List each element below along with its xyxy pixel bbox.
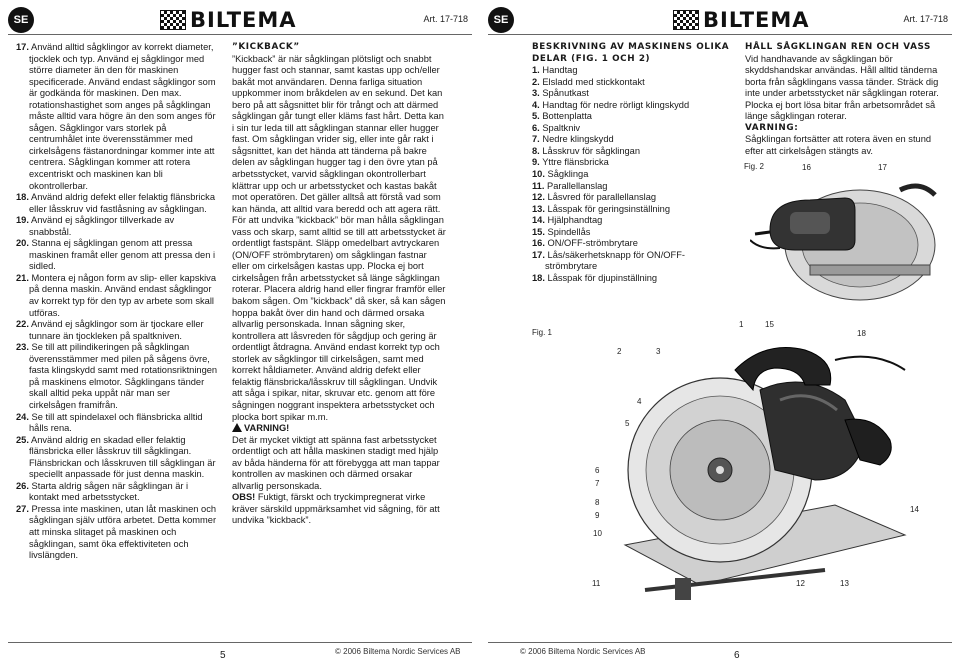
- blade-warning-label: VARNING:: [745, 122, 799, 133]
- callout-6: 6: [595, 466, 600, 475]
- blade-warning-text: Sågklingan fortsätter att rotera även en stund efter att cirkelsågen stängts av.: [745, 134, 932, 156]
- checkered-flag-icon: [673, 10, 699, 30]
- item-text: Se till att spindelaxel och flänsbricka alltid hålls rena.: [29, 411, 203, 434]
- language-badge: SE: [488, 7, 514, 33]
- item-number: 20.: [16, 238, 29, 249]
- list-item: [532, 134, 737, 146]
- warning-line: [232, 423, 446, 435]
- item-text: Låsvred för parallellanslag: [547, 192, 657, 203]
- item-text: Lås/säkerhetsknapp för ON/OFF-strömbrytare: [545, 249, 685, 272]
- footer-rule: [8, 642, 472, 643]
- item-text: Hjälphandtag: [547, 215, 603, 226]
- header-rule: [8, 34, 472, 35]
- item-text: Använd aldrig en skadad eller felaktig flänsbricka eller låsskruv till sågklingan. Flänsbrickan och låsskruven till sågklingan är speciellt anpassade för just denna maskin.: [29, 434, 216, 480]
- kickback-heading: ”KICKBACK”: [232, 42, 300, 52]
- list-item: [16, 238, 219, 273]
- obs-paragraph: [232, 492, 446, 527]
- copyright: © 2006 Biltema Nordic Services AB: [335, 647, 461, 656]
- list-item: [16, 481, 219, 504]
- item-text: Nedre klingskydd: [542, 134, 614, 145]
- item-text: Använd ej sågklingor som är tjockare eller tunnare än tjockleken på spaltkniven.: [29, 319, 204, 341]
- logo-text: BILTEMA: [190, 8, 297, 32]
- item-number: 6.: [532, 122, 540, 133]
- item-number: 24.: [16, 411, 29, 422]
- list-item: [532, 273, 737, 285]
- item-number: 7.: [532, 134, 540, 145]
- item-number: 1.: [532, 65, 540, 76]
- callout-14: 14: [910, 505, 919, 514]
- list-item: [16, 42, 219, 192]
- item-number: 5.: [532, 111, 540, 122]
- parts-list: [532, 65, 737, 284]
- item-text: Spaltkniv: [542, 122, 581, 133]
- list-item: [532, 238, 737, 250]
- brand-logo: [160, 9, 297, 31]
- page-header: [488, 7, 952, 33]
- item-text: Spånutkast: [542, 88, 589, 99]
- warning-paragraph: Det är mycket viktigt att spänna fast arbetsstycket ordentligt och att hålla maskinen stadigt med hjälp av båda händerna för att förebygga att man tappar kontrollen av maskinen och därmed orsakar allvarlig personskada.: [232, 434, 440, 491]
- list-item: [532, 77, 737, 89]
- list-item: [532, 181, 737, 193]
- list-item: [16, 319, 219, 342]
- brand-logo: [673, 9, 810, 31]
- kickback-paragraph-1: ”Kickback” är när sågklingan plötsligt och snabbt hugger fast och stannar, samt kastas upp och/eller bakåt mot användaren. Denna farliga situation uppkommer inom bråkdelen av en sekund. Det kan bero på att sågsnittet blir för trångt och att därmed sågklingan går tungt eller kläms fast hårt. Detta kan i sin tur leda till att sågklingan stannar eller hugger fast. Om sågklingan vrider sig, eller inte går rakt i sågsnittet, kan det hända att tänderna på bakre delen av sågklingan hugger tag i den övre ytan på arbetsstycket, varvid sågklingan okontrollerbart klättrar upp och ur arbetsstycket och kastas bakåt mot operatören. Det gäller alltså att förstå vad som kan hända, att alltid vara beredd och att agera rätt.: [232, 53, 444, 214]
- callout-17: 17: [878, 163, 887, 172]
- page-header: [8, 7, 472, 33]
- item-text: Stanna ej sågklingan genom att pressa maskinen framåt eller genom att pressa den i sidled.: [29, 238, 216, 272]
- figure-2-saw-illustration: [750, 170, 950, 305]
- list-item: [532, 123, 737, 135]
- item-text: Låsskruv för sågklingan: [542, 145, 641, 156]
- item-number: 18.: [532, 272, 545, 283]
- list-item: [16, 504, 219, 562]
- callout-18: 18: [857, 329, 866, 338]
- item-text: Parallellanslag: [547, 180, 608, 191]
- article-number: Art. 17-718: [423, 14, 468, 24]
- header-rule: [488, 34, 952, 35]
- callout-9: 9: [595, 511, 600, 520]
- list-item: [532, 157, 737, 169]
- item-number: 22.: [16, 319, 29, 330]
- warning-triangle-icon: [232, 423, 242, 432]
- item-number: 2.: [532, 76, 540, 87]
- item-text: ON/OFF-strömbrytare: [547, 238, 638, 249]
- item-text: Spindellås: [547, 226, 591, 237]
- item-number: 23.: [16, 342, 29, 353]
- list-item: [16, 342, 219, 411]
- item-number: 18.: [16, 192, 29, 203]
- item-text: Yttre flänsbricka: [542, 157, 609, 168]
- item-text: Använd aldrig defekt eller felaktig flänsbricka eller låsskruv vid fastlåsning av sågklingan.: [29, 192, 215, 214]
- item-text: Handtag för nedre rörligt klingskydd: [542, 99, 690, 110]
- callout-4: 4: [637, 397, 642, 406]
- item-text: Montera ej någon form av slip- eller kapskiva på denna maskin. Använd endast sågklingor av korrekt typ för den typ av arbete som skall utföras.: [29, 272, 217, 318]
- list-item: [532, 250, 737, 273]
- callout-12: 12: [796, 579, 805, 588]
- item-text: Handtag: [542, 65, 578, 76]
- kickback-column: [232, 42, 446, 527]
- parts-heading: BESKRIVNING AV MASKINENS OLIKA DELAR (FIG. 1 OCH 2): [532, 42, 730, 64]
- footer-rule: [488, 642, 952, 643]
- callout-7: 7: [595, 479, 600, 488]
- list-item: [532, 192, 737, 204]
- item-text: Använd alltid sågklingor av korrekt diameter, tjocklek och typ. Använd ej sågklingor med större diameter än den för maskinen specificerade. Använd endast sågklingor som är godkända för maskinen. Den max. rotationshastighet som anges på sågklingan måste alltid vara högre än den som anges för sågen. Sågklingor vars storlek på centrumhålet inte överensstämmer med cirkelsågens fästanordningar kommer inte att centrera. Sågklingan kommer att rotera excentriskt och maskinen kan bli okontrollerbar.: [29, 42, 216, 191]
- item-number: 11.: [532, 180, 545, 191]
- item-number: 12.: [532, 192, 545, 203]
- callout-13: 13: [840, 579, 849, 588]
- item-number: 14.: [532, 215, 545, 226]
- list-item: [16, 435, 219, 481]
- parts-column: [532, 42, 737, 284]
- callout-3: 3: [656, 347, 661, 356]
- list-item: [16, 192, 219, 215]
- warning-label: VARNING!: [244, 423, 290, 434]
- callout-10: 10: [593, 529, 602, 538]
- item-text: Sågklinga: [547, 169, 589, 180]
- list-item: [532, 227, 737, 239]
- item-number: 26.: [16, 480, 29, 491]
- item-number: 9.: [532, 157, 540, 168]
- figure-2-label: Fig. 2: [744, 162, 765, 171]
- safety-list-column: [16, 42, 219, 562]
- list-item: [532, 169, 737, 181]
- item-number: 17.: [532, 249, 545, 260]
- blade-care-heading: HÅLL SÅGKLINGAN REN OCH VASS: [745, 42, 931, 52]
- callout-15: 15: [765, 320, 774, 329]
- callout-2: 2: [617, 347, 622, 356]
- item-number: 4.: [532, 99, 540, 110]
- callout-16: 16: [802, 163, 811, 172]
- item-number: 10.: [532, 169, 545, 180]
- item-text: Bottenplatta: [542, 111, 592, 122]
- page-right: [480, 0, 960, 661]
- item-text: Låsspak för geringsinställning: [547, 203, 671, 214]
- figure-1-saw-illustration: [605, 330, 915, 630]
- list-item: [532, 100, 737, 112]
- item-number: 19.: [16, 215, 29, 226]
- list-item: [532, 65, 737, 77]
- item-text: Elsladd med stickkontakt: [542, 76, 645, 87]
- page-number: 5: [220, 650, 226, 661]
- kickback-paragraph-2: För att undvika ”kickback” bör man hålla sågklingan vass och skarp, samt alltid se till att arbetsstycket är ordentligt fastspänt. Släpp omedelbart avtryckaren (ON/OFF strömbrytaren) om sågklingan fastnar eller om cirkelsågen kastas upp. Plocka ej bort cirkelsågen från arbetsstycket så länge sågklingan roterar. Placera aldrig hand eller fingrar framför eller bakom sågen. Om ”kickback” då sker, så kan sågen hoppa bakåt över din hand och därmed orsaka allvarlig personskada. Innan sågning sker, kontrollera att låsvreden för sågdjup och gering är ordentligt åtdragna. Använd endast korrekt typ och storlek av sågklingor till cirkelsågen, samt med korrekt håldiameter. Använd aldrig defekt eller felaktig flänsbricka/låsskruv till sågklingan. Undvik att såga i spikar, nitar, skruvar etc. genom att före sågningen noggrant inspektera arbetsstycket och plocka bort spikar m.m.: [232, 215, 446, 422]
- obs-label: OBS!: [232, 492, 256, 503]
- copyright: © 2006 Biltema Nordic Services AB: [520, 647, 646, 656]
- item-number: 8.: [532, 145, 540, 156]
- item-number: 25.: [16, 434, 29, 445]
- figure-1-label: Fig. 1: [532, 328, 553, 337]
- item-text: Se till att pilindikeringen på sågklingan överensstämmer med pilen på sågens övre, fasta klingskydd samt med rotationsriktningen på maskinens elmotor. Sågklingans tänder skall alltid peka uppåt när man ser cirkelsågen framifrån.: [29, 342, 218, 410]
- list-item: [532, 88, 737, 100]
- checkered-flag-icon: [160, 10, 186, 30]
- item-text: Starta aldrig sågen när sågklingan är i kontakt med arbetsstycket.: [29, 480, 189, 503]
- obs-text: Fuktigt, färskt och tryckimpregnerat virke kräver särskild uppmärksamhet vid sågning, för att undvika ”kickback”.: [232, 492, 440, 526]
- list-item: [532, 146, 737, 158]
- blade-care-paragraph: Vid handhavande av sågklingan bör skyddshandskar användas. Håll alltid tänderna borta från sågklingans vassa tänder. Sträck dig inte under arbetsstycket när sågklingan roterar. Plocka ej bort lösa bitar från arbetsområdet så länge sågklingan roterar.: [745, 53, 939, 122]
- list-item: [532, 215, 737, 227]
- callout-11: 11: [592, 579, 601, 588]
- item-number: 27.: [16, 503, 29, 514]
- blade-care-column: [745, 42, 945, 157]
- item-text: Låsspak för djupinställning: [547, 272, 658, 283]
- callout-1: 1: [739, 320, 744, 329]
- item-text: Använd ej sågklingor tillverkade av snabbstål.: [29, 215, 175, 237]
- page-number: 6: [734, 650, 740, 661]
- callout-8: 8: [595, 498, 600, 507]
- item-number: 13.: [532, 203, 545, 214]
- item-number: 3.: [532, 88, 540, 99]
- item-number: 15.: [532, 226, 545, 237]
- item-number: 21.: [16, 272, 29, 283]
- list-item: [532, 204, 737, 216]
- item-text: Pressa inte maskinen, utan låt maskinen och sågklingan själv utföra arbetet. Detta kommer att minska slitaget på maskinen och sågklingan, samt öka effektiviteten och livslängden.: [29, 503, 217, 561]
- article-number: Art. 17-718: [903, 14, 948, 24]
- list-item: [16, 412, 219, 435]
- item-number: 16.: [532, 238, 545, 249]
- safety-list: [16, 42, 219, 562]
- list-item: [532, 111, 737, 123]
- item-number: 17.: [16, 42, 29, 52]
- logo-text: BILTEMA: [703, 8, 810, 32]
- callout-5: 5: [625, 419, 630, 428]
- language-badge: SE: [8, 7, 34, 33]
- list-item: [16, 273, 219, 319]
- list-item: [16, 215, 219, 238]
